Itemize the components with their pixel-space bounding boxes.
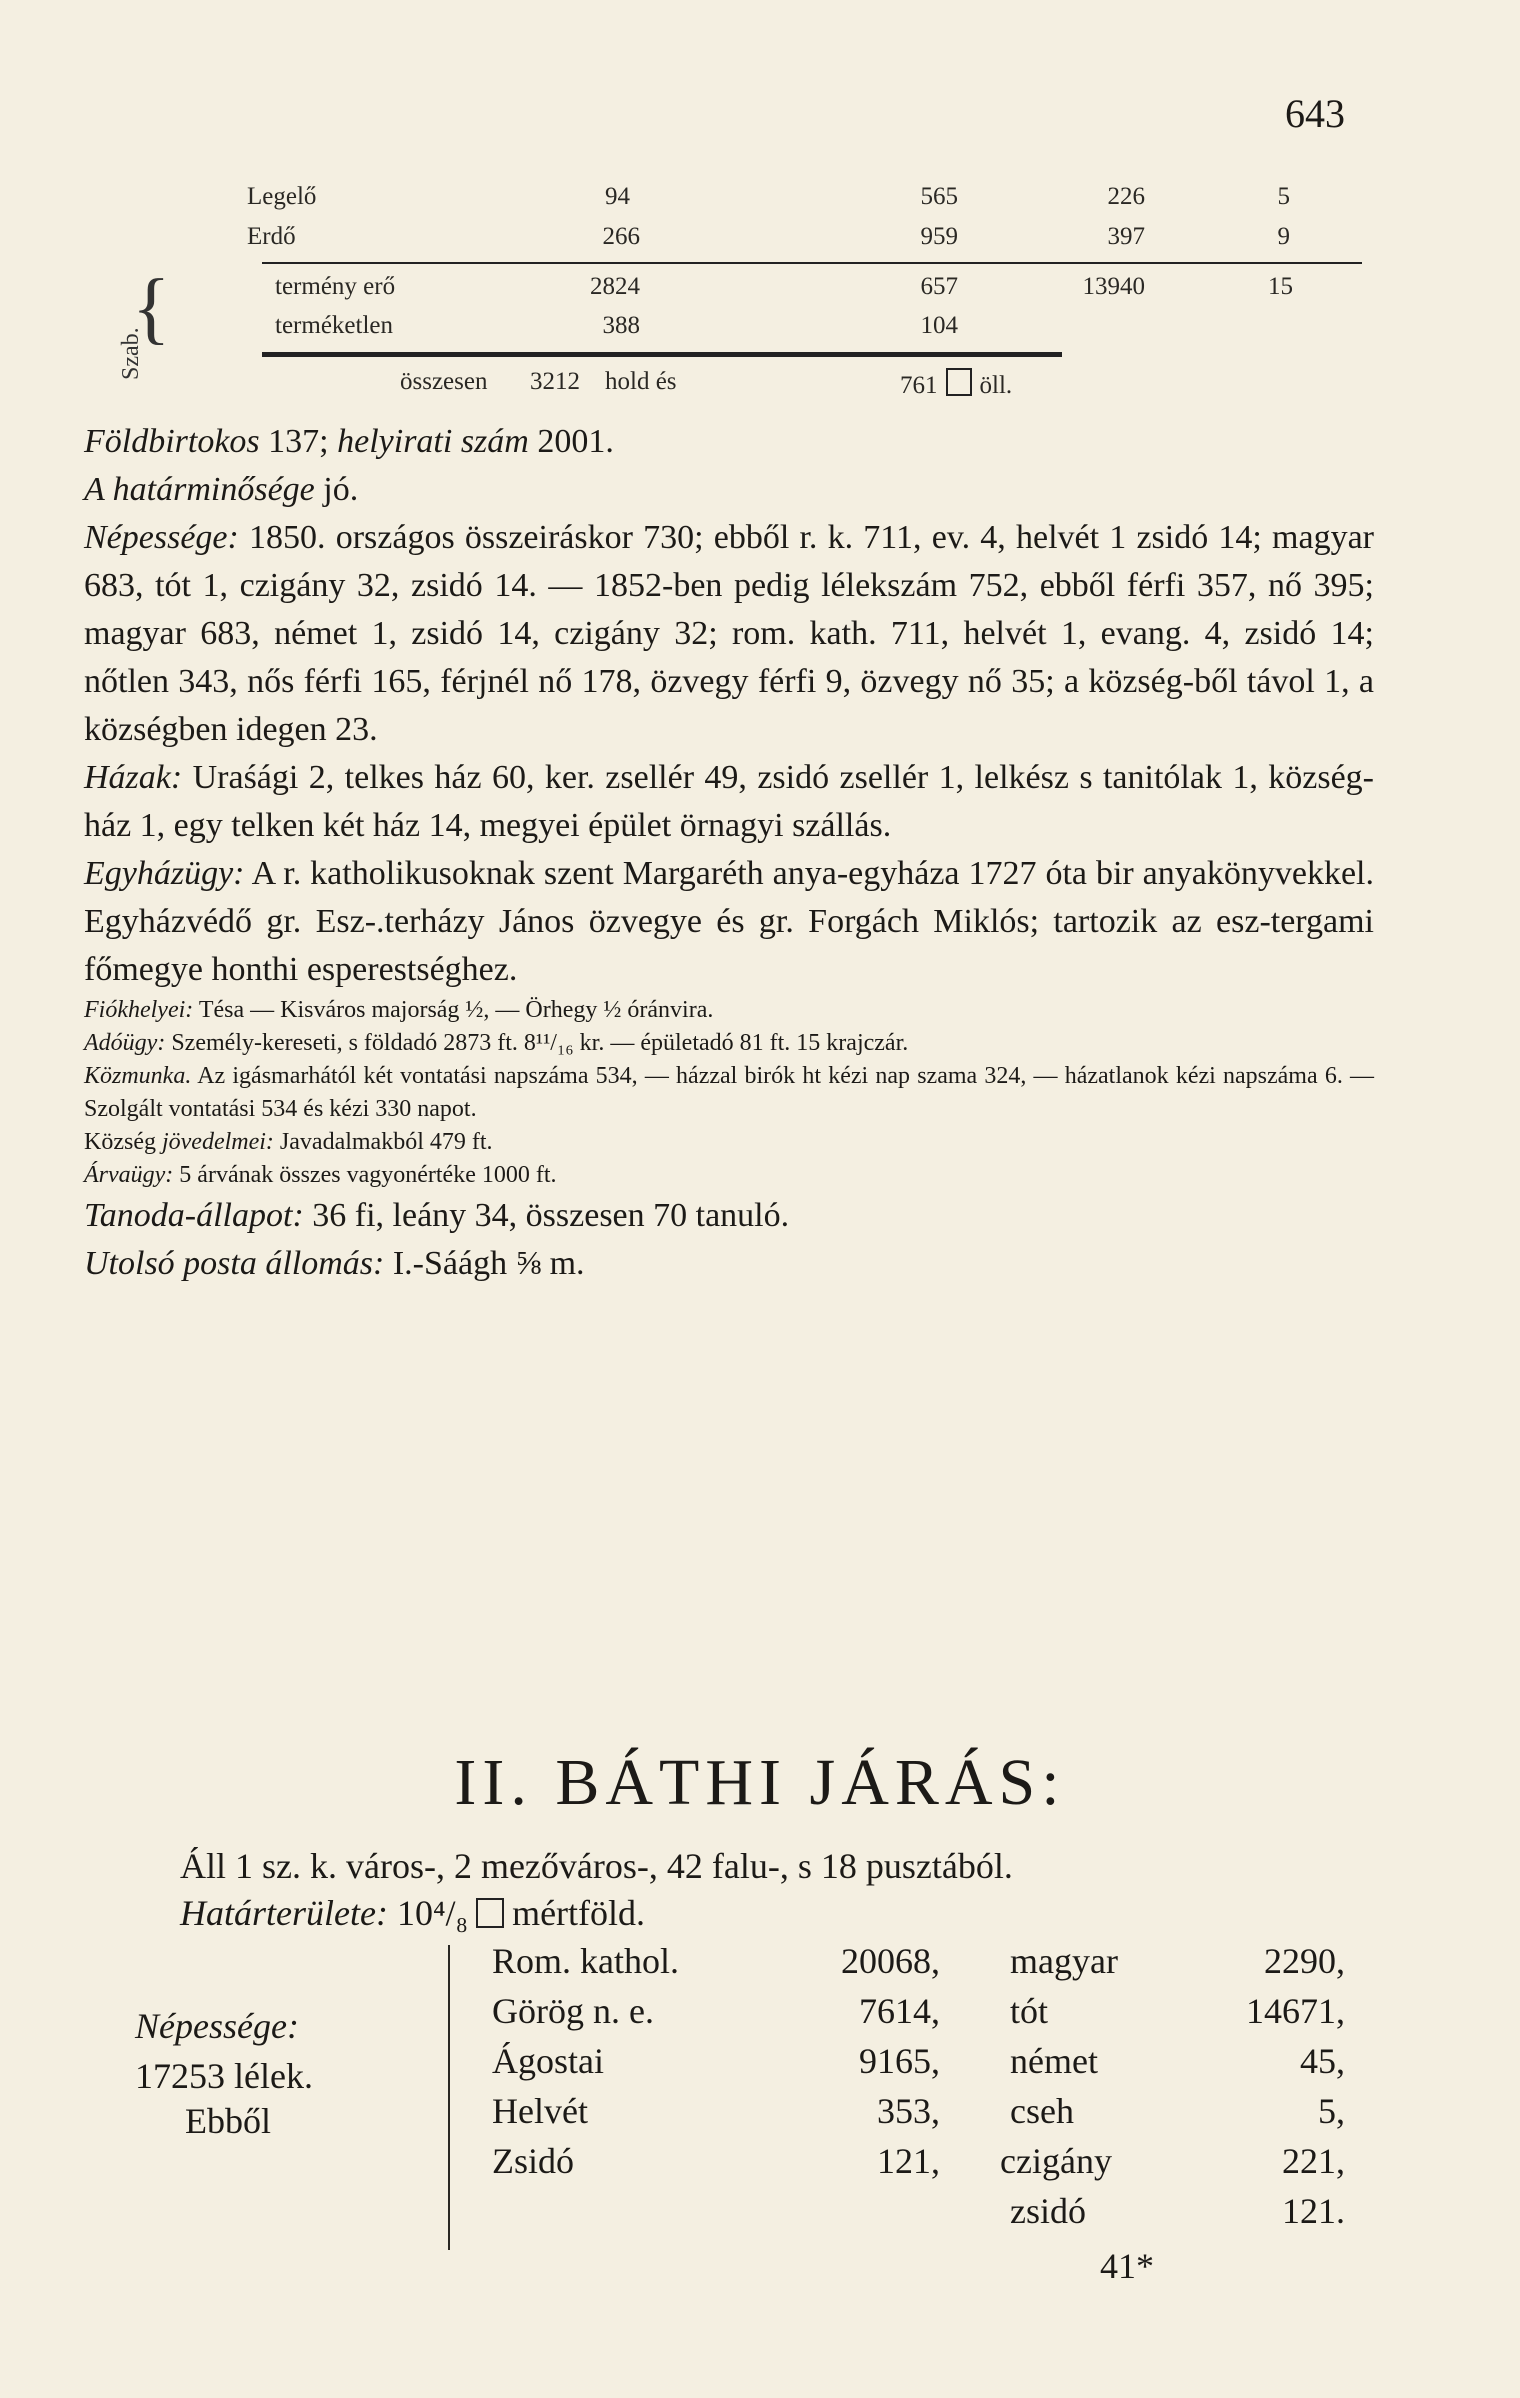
section-heading: II. BÁTHI JÁRÁS: xyxy=(454,1746,1066,1819)
table-cell: 104 xyxy=(920,312,958,339)
nationality-value: 5, xyxy=(1318,2091,1345,2131)
population-from: Ebből xyxy=(185,2101,271,2141)
label: A határminősége xyxy=(84,471,315,508)
vertical-rule xyxy=(448,1945,450,2250)
label: Földbirtokos xyxy=(84,423,260,460)
table-cell: 266 xyxy=(602,223,640,250)
nationality-name: tót xyxy=(1010,1991,1049,2031)
text: Személy-kereseti, s földadó 2873 ft. 8¹¹/₁₆ kr. — épületadó 81 ft. 15 krajczár. xyxy=(165,1030,909,1056)
religion-name: Zsidó xyxy=(492,2141,575,2181)
paragraph-landowners xyxy=(84,418,1374,466)
nationality-name: cseh xyxy=(1010,2091,1074,2131)
table-cell: 15 xyxy=(1268,273,1293,300)
religion-name: Rom. kathol. xyxy=(492,1941,679,1981)
label: Utolsó posta állomás: xyxy=(84,1245,385,1282)
brace-mark: { xyxy=(132,264,171,352)
signature-mark: 41* xyxy=(1100,2246,1154,2286)
table-row-name: Erdő xyxy=(247,223,296,250)
population-label: Népessége: xyxy=(135,2006,299,2046)
paragraph-public-work xyxy=(84,1060,1374,1126)
nationality-value: 2290, xyxy=(1264,1941,1345,1981)
paragraph-school xyxy=(84,1192,1374,1240)
table-cell: 13940 xyxy=(1082,273,1145,300)
nationality-name: magyar xyxy=(1010,1941,1118,1981)
table-cell: 657 xyxy=(920,273,958,300)
label: Árvaügy: xyxy=(84,1162,174,1188)
label: Házak: xyxy=(84,759,183,796)
nationality-value: 14671, xyxy=(1246,1991,1345,2031)
religion-value: 353, xyxy=(877,2091,940,2131)
square-symbol-icon xyxy=(476,1898,504,1928)
nationality-value: 121. xyxy=(1282,2191,1345,2231)
paragraph-branches xyxy=(84,994,1374,1027)
text: Az igásmarhától két vontatási napszáma 534, — házzal birók ht kézi nap szama 324, — házatlanok kézi napszáma 6. — Szolgált vontatási 534 és kézi 330 napot. xyxy=(84,1063,1374,1122)
nationality-name: német xyxy=(1010,2041,1098,2081)
text: Uraśági 2, telkes ház 60, ker. zsellér 49, zsidó zsellér 1, lelkész s tanitólak 1, község-ház 1, egy telken két ház 14, megyei épület örnagyi szállás. xyxy=(84,759,1374,844)
table-row-name: terméketlen xyxy=(275,312,393,339)
religion-value: 9165, xyxy=(859,2041,940,2081)
label: Népessége: xyxy=(84,519,239,556)
text: I.-Sáágh ⅝ m. xyxy=(384,1245,585,1282)
nationality-name: czigány xyxy=(1000,2141,1112,2181)
religion-value: 7614, xyxy=(859,1991,940,2031)
label: Egyházügy: xyxy=(84,855,245,892)
table-row-name: termény erő xyxy=(275,273,396,300)
table-cell: 565 xyxy=(920,183,958,210)
total-value-2: 761 xyxy=(900,372,938,399)
table-cell: 226 xyxy=(1107,183,1145,210)
text: 2001. xyxy=(528,423,614,460)
table-divider xyxy=(262,262,1362,264)
religion-value: 20068, xyxy=(841,1941,940,1981)
table-total-divider xyxy=(262,352,1062,357)
text: 137; xyxy=(259,423,338,460)
label: Közmunka. xyxy=(84,1063,192,1089)
text: 5 árvának összes vagyonértéke 1000 ft. xyxy=(173,1162,557,1188)
paragraph-church xyxy=(84,850,1374,994)
label: Adóügy: xyxy=(84,1030,166,1056)
population-total: 17253 lélek. xyxy=(135,2056,313,2096)
nationality-value: 45, xyxy=(1300,2041,1345,2081)
total-unit: hold és xyxy=(605,368,677,395)
table-cell: 959 xyxy=(920,223,958,250)
table-cell: 397 xyxy=(1107,223,1145,250)
paragraph-tax xyxy=(84,1027,1374,1060)
religion-name: Helvét xyxy=(492,2091,588,2131)
paragraph-land-quality xyxy=(84,466,1374,514)
paragraph-population xyxy=(84,514,1374,754)
nationality-name: zsidó xyxy=(1010,2191,1086,2231)
paragraph-orphans xyxy=(84,1159,1374,1192)
label: jövedelmei: xyxy=(161,1129,274,1155)
body-text xyxy=(84,418,1374,1288)
nationality-value: 221, xyxy=(1282,2141,1345,2181)
label: Fiókhelyei: xyxy=(84,997,194,1023)
text: 1850. országos összeiráskor 730; ebből r. k. 711, ev. 4, helvét 1 zsidó 14; magyar 683, tót 1, czigány 32, zsidó 14. — 1852-ben pedig lélekszám 752, ebből férfi 357, nő 395; magyar 683, német 1, zsidó 14, czigány 32; rom. kath. 711, helvét 1, evang. 4, zsidó 14; nőtlen 343, nős férfi 165, férjnél nő 178, özvegy férfi 9, özvegy nő 35; a község-ből távol 1, a községben idegen 23. xyxy=(84,519,1374,748)
total-label: összesen xyxy=(400,368,488,395)
paragraph-income xyxy=(84,1126,1374,1159)
total-value-2-wrap xyxy=(900,368,1012,400)
area-unit: mértföld. xyxy=(512,1893,646,1933)
section-intro: Áll 1 sz. k. város-, 2 mezőváros-, 42 falu-, s 18 pusztából. xyxy=(180,1846,1013,1886)
page-number: 643 xyxy=(1285,91,1345,136)
table-cell: 2824 xyxy=(590,273,640,300)
text: Javadalmakból 479 ft. xyxy=(273,1129,493,1155)
square-symbol-icon xyxy=(946,368,972,396)
table-cell: 388 xyxy=(602,312,640,339)
total-unit-2: öll. xyxy=(979,372,1013,399)
table-cell: 9 xyxy=(1277,223,1290,250)
area-value: 10⁴/₈ xyxy=(396,1893,469,1933)
label: Község xyxy=(84,1129,162,1155)
religion-value: 121, xyxy=(877,2141,940,2181)
area-label: Határterülete: xyxy=(180,1893,388,1933)
text: Tésa — Kisváros majorság ½, — Örhegy ½ óránvira. xyxy=(193,997,714,1023)
table-cell: 5 xyxy=(1277,183,1290,210)
religion-name: Görög n. e. xyxy=(492,1991,654,2031)
text: 36 fi, leány 34, összesen 70 tanuló. xyxy=(303,1197,790,1234)
text: jó. xyxy=(314,471,359,508)
label: helyirati szám xyxy=(337,423,529,460)
paragraph-post xyxy=(84,1240,1374,1288)
table-row-name: Legelő xyxy=(247,183,317,210)
label: Tanoda-állapot: xyxy=(84,1197,304,1234)
table-cell: 94 xyxy=(605,183,630,210)
area-line xyxy=(180,1892,645,1934)
total-value: 3212 xyxy=(530,368,580,395)
text: A r. katholikusoknak szent Margaréth anya-egyháza 1727 óta bir anyakönyvekkel. Egyházvédő gr. Esz-.terházy János özvegye és gr. Forgách Miklós; tartozik az esz-tergami főmegye honthi esperestséghez. xyxy=(84,855,1374,988)
side-label: Szab. xyxy=(118,327,144,380)
paragraph-houses xyxy=(84,754,1374,850)
religion-name: Ágostai xyxy=(492,2041,604,2081)
